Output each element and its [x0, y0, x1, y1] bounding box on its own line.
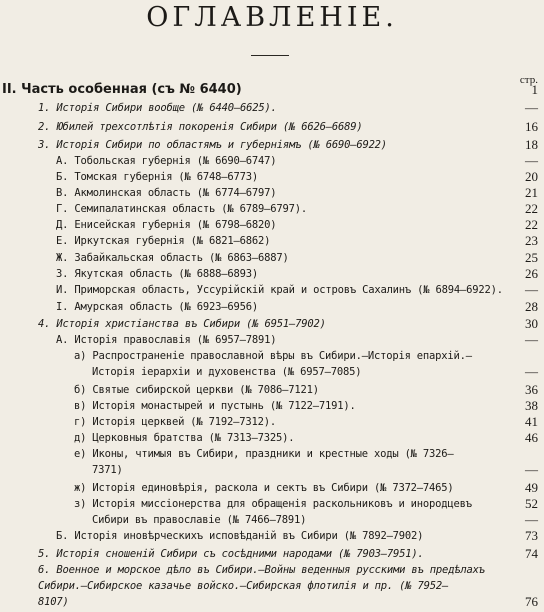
toc-page-number: —	[525, 364, 538, 379]
toc-entry-text: Ж. Забайкальская область (№ 6863—6887)	[56, 252, 289, 264]
toc-entry-text: II. Часть особенная (съ № 6440)	[2, 82, 242, 97]
toc-page-number: 36	[525, 382, 538, 397]
toc-entry-text: Сибири.—Сибирское казачье войско.—Сибирская флотилія и пр. (№ 7952—	[38, 580, 449, 592]
toc-entry-text: А. Исторія православія (№ 6957—7891)	[56, 334, 277, 346]
toc-page-number: 30	[525, 316, 538, 331]
toc-page-number: —	[525, 332, 538, 347]
toc-page-number: 18	[525, 137, 538, 152]
toc-entry-text: 2. Юбилей трехсотлѣтія покоренія Сибири (№ 6626—6689)	[38, 121, 363, 133]
toc-entry-text: Б. Томская губернія (№ 6748—6773)	[56, 171, 259, 183]
toc-entry-text: Сибири въ православіе (№ 7466—7891)	[92, 514, 307, 526]
toc-page-number: 52	[525, 496, 538, 511]
toc-entry-text: В. Акмолинская область (№ 6774—6797)	[56, 187, 277, 199]
toc-page-number: 23	[525, 233, 538, 248]
toc-entry-text: е) Иконы, чтимыя въ Сибири, праздники и крестные ходы (№ 7326—	[74, 448, 454, 460]
toc-page-number: 73	[525, 528, 538, 543]
toc-entry-text: 6. Военное и морское дѣло въ Сибири.—Войны веденныя русскими въ предѣлахъ	[38, 564, 485, 576]
toc-entry-text: г) Исторія церквей (№ 7192—7312).	[74, 416, 277, 428]
toc-entry-text: д) Церковныя братства (№ 7313—7325).	[74, 432, 295, 444]
toc-entry	[0, 117, 544, 137]
toc-entry-text: 8107)	[38, 596, 69, 608]
toc-entry-text: Г. Семипалатинская область (№ 6789—6797).	[56, 203, 307, 215]
toc-page-number: —	[525, 153, 538, 168]
toc-page-number: 38	[525, 398, 538, 413]
toc-entry	[0, 362, 544, 382]
toc-entry-text: з) Исторія миссіонерства для обращенія раскольниковъ и инородцевъ	[74, 498, 472, 510]
toc-entry	[0, 98, 544, 118]
toc-page-number: —	[525, 100, 538, 115]
toc-page-number: 49	[525, 480, 538, 495]
toc-entry-text: 7371)	[92, 464, 123, 476]
toc-entry-text: Д. Енисейская губернія (№ 6798—6820)	[56, 219, 277, 231]
toc-entry-text: З. Якутская область (№ 6888—6893)	[56, 268, 259, 280]
toc-entry-text: 1. Исторія Сибири вообще (№ 6440—6625).	[38, 102, 277, 114]
toc-entry-text: а) Распространеніе православной вѣры въ Сибири.—Исторія епархій.—	[74, 350, 472, 362]
toc-page-number: 26	[525, 266, 538, 281]
toc-entry-text: в) Исторія монастырей и пустынь (№ 7122—7191).	[74, 400, 356, 412]
toc-entry-text: б) Святые сибирской церкви (№ 7086—7121)	[74, 384, 319, 396]
toc-entry	[0, 592, 544, 612]
toc-entry	[0, 526, 544, 546]
toc-page-number: 20	[525, 169, 538, 184]
toc-page-number: 28	[525, 299, 538, 314]
toc-page-number: 46	[525, 430, 538, 445]
toc-entry-text: И. Приморская область, Уссурійскій край и островъ Сахалинъ (№ 6894—6922).	[56, 284, 503, 296]
title-divider	[251, 55, 289, 56]
toc-page-number: 25	[525, 250, 538, 265]
toc-page-number: 76	[525, 594, 538, 609]
toc-entry-text: ж) Исторія единовѣрія, раскола и сектъ въ Сибири (№ 7372—7465)	[74, 482, 454, 494]
toc-page-number: 41	[525, 414, 538, 429]
toc-page-number: —	[525, 512, 538, 527]
page-title: ОГЛАВЛЕНІЕ.	[146, 2, 398, 33]
toc-entry-text: Исторія іерархіи и духовенства (№ 6957—7085)	[92, 366, 362, 378]
toc-page-number: 22	[525, 217, 538, 232]
toc-page-number: 21	[525, 185, 538, 200]
toc-page-number: 74	[525, 546, 538, 561]
toc-page-number: 1	[531, 82, 538, 97]
toc-page-number: 22	[525, 201, 538, 216]
toc-entry-text: Е. Иркутская губернія (№ 6821—6862)	[56, 235, 271, 247]
toc-entry-text: І. Амурская область (№ 6923—6956)	[56, 301, 259, 313]
toc-entry	[0, 460, 544, 480]
toc-page-number: —	[525, 282, 538, 297]
page-column-header: стр.	[519, 74, 538, 86]
toc-entry-text: 5. Исторія сношеній Сибири съ сосѣдними народами (№ 7903—7951).	[38, 548, 424, 560]
toc-entry-text: Б. Исторія иновѣрческихъ исповѣданій въ Сибири (№ 7892—7902)	[56, 530, 424, 542]
toc-entry	[0, 80, 544, 100]
toc-entry-text: А. Тобольская губернія (№ 6690—6747)	[56, 155, 277, 167]
toc-page-number: —	[525, 462, 538, 477]
toc-entry-text: 3. Исторія Сибири по областямъ и губерніямъ (№ 6690—6922)	[38, 139, 387, 151]
toc-page-number: 16	[525, 119, 538, 134]
toc-entry-text: 4. Исторія христіанства въ Сибири (№ 6951—7902)	[38, 318, 326, 330]
